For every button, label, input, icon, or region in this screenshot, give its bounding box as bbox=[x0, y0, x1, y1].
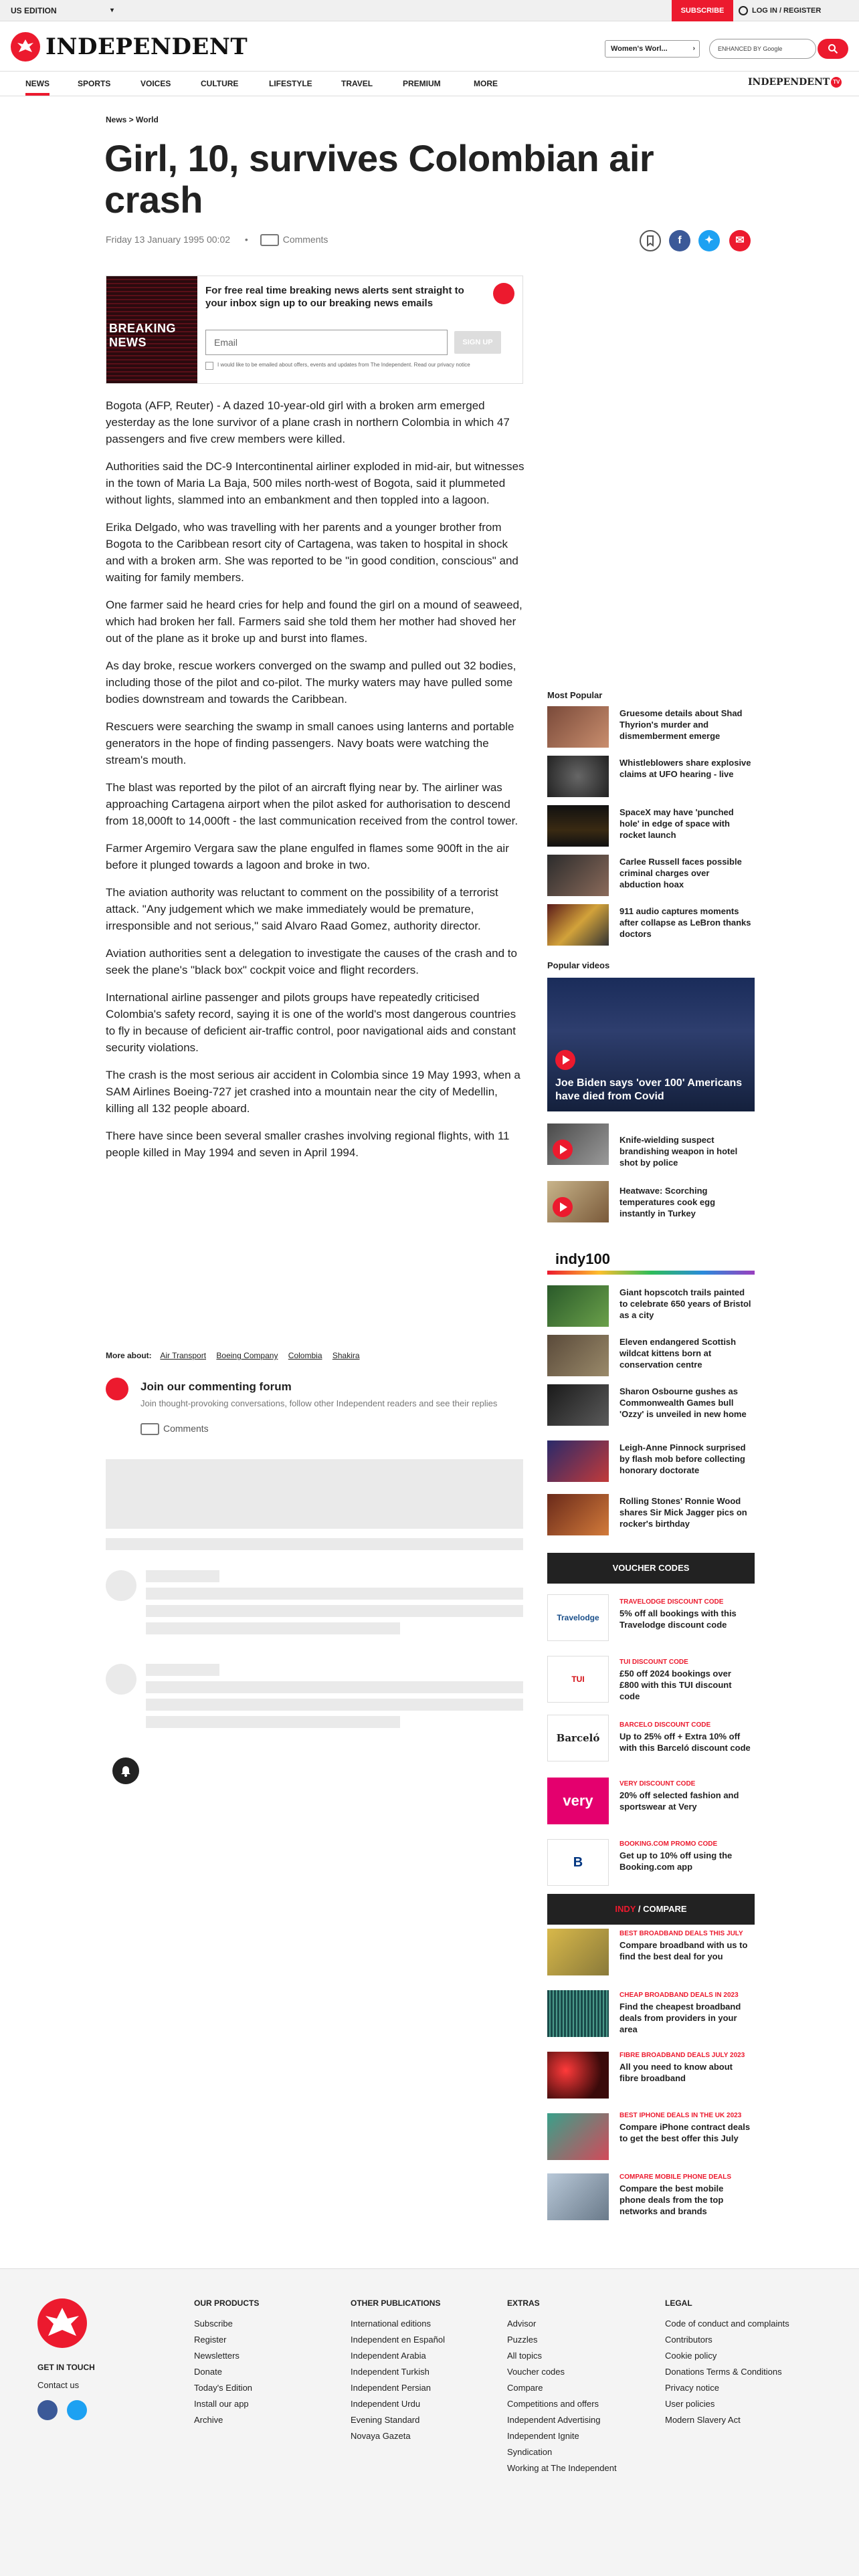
independent-tv-link[interactable] bbox=[748, 77, 842, 88]
indy100-header[interactable] bbox=[547, 1245, 755, 1275]
article-thumbnail[interactable] bbox=[547, 1494, 609, 1535]
loading-placeholder bbox=[106, 1459, 523, 1529]
nav-item-sports[interactable]: SPORTS bbox=[78, 79, 111, 88]
voucher-tag[interactable]: TUI DISCOUNT CODE bbox=[619, 1658, 688, 1666]
login-register-link[interactable] bbox=[739, 0, 821, 21]
footer-link[interactable]: Code of conduct and complaints bbox=[665, 2319, 789, 2329]
most-popular-heading: Most Popular bbox=[547, 690, 603, 700]
publish-date: Friday 13 January 1995 00:02 bbox=[106, 234, 231, 245]
indy100-item[interactable]: Sharon Osbourne gushes as Commonwealth Games bull 'Ozzy' is unveiled in new home bbox=[619, 1386, 747, 1419]
consent-checkbox[interactable] bbox=[205, 362, 213, 370]
compare-tag[interactable]: COMPARE MOBILE PHONE DEALS bbox=[619, 2173, 732, 2181]
voucher-tag[interactable]: VERY DISCOUNT CODE bbox=[619, 1780, 696, 1788]
compare-thumbnail[interactable] bbox=[547, 1929, 609, 1975]
article-thumbnail[interactable] bbox=[547, 904, 609, 946]
logo-wordmark: INDEPENDENT bbox=[45, 33, 248, 60]
facebook-icon[interactable] bbox=[37, 2400, 58, 2420]
topic-link[interactable]: Colombia bbox=[288, 1351, 322, 1360]
footer-link[interactable]: Independent Ignite bbox=[507, 2431, 579, 2441]
indy100-logo: indy100 bbox=[555, 1251, 610, 1267]
article-paragraph: Authorities said the DC-9 Intercontinental airliner exploded in mid-air, but witnesses in the town of Maria La Baja, 500 miles north-west of Bogota, said it plummeted without lights, slammed into an embankment and then toppled into a lagoon. bbox=[106, 460, 524, 506]
topic-link[interactable]: Air Transport bbox=[160, 1351, 207, 1360]
loading-placeholder bbox=[146, 1570, 219, 1582]
loading-placeholder bbox=[146, 1716, 400, 1728]
video-item[interactable]: Knife-wielding suspect brandishing weapon in hotel shot by police bbox=[619, 1135, 738, 1168]
compare-tag[interactable]: CHEAP BROADBAND DEALS IN 2023 bbox=[619, 1992, 739, 1999]
newsletter-heading: For free real time breaking news alerts sent straight to your inbox sign up to our breaking news emails bbox=[205, 285, 464, 309]
comment-icon bbox=[140, 1423, 159, 1435]
video-item[interactable]: Heatwave: Scorching temperatures cook egg instantly in Turkey bbox=[619, 1186, 716, 1218]
footer-column-legal bbox=[665, 2298, 789, 2428]
site-footer bbox=[0, 2268, 859, 2576]
voucher-tag[interactable]: BOOKING.COM PROMO CODE bbox=[619, 1840, 718, 1848]
indy100-item[interactable]: Giant hopscotch trails painted to celebrate 650 years of Bristol as a city bbox=[619, 1287, 751, 1320]
loading-avatar-placeholder bbox=[106, 1570, 136, 1601]
footer-link[interactable]: Independent Persian bbox=[351, 2383, 431, 2393]
loading-placeholder bbox=[146, 1699, 523, 1711]
footer-column-title: OTHER PUBLICATIONS bbox=[351, 2298, 441, 2308]
nav-item-more[interactable]: MORE bbox=[474, 79, 498, 88]
compare-suffix: COMPARE bbox=[643, 1904, 687, 1914]
indy100-divider bbox=[547, 1271, 755, 1275]
popular-videos-heading: Popular videos bbox=[547, 960, 610, 970]
eagle-logo-icon bbox=[106, 1378, 128, 1400]
breaking-news-image-text: BREAKING NEWS bbox=[109, 322, 177, 349]
subscribe-button[interactable]: SUBSCRIBE bbox=[672, 0, 733, 21]
voucher-item[interactable]: £50 off 2024 bookings over £800 with this TUI discount code bbox=[619, 1669, 732, 1701]
nav-item-culture[interactable]: CULTURE bbox=[201, 79, 239, 88]
article-paragraph: One farmer said he heard cries for help and found the girl on a mound of seaweed, which had broken her fall. Farmers said she told them her mother had shoved her out of the plane as it broke up and burst into flames. bbox=[106, 599, 522, 645]
loading-placeholder bbox=[146, 1681, 523, 1693]
consent-text: I would like to be emailed about offers, events and updates from The Independent. Read our privacy notice bbox=[217, 362, 470, 368]
travelodge-logo[interactable]: Travelodge bbox=[547, 1594, 609, 1641]
page-title: Girl, 10, survives Colombian air crash bbox=[104, 137, 654, 221]
top-utility-bar bbox=[0, 0, 859, 21]
compare-prefix: INDY bbox=[615, 1904, 636, 1914]
topic-link[interactable]: Boeing Company bbox=[216, 1351, 278, 1360]
forum-title[interactable]: Join our commenting forum bbox=[140, 1380, 292, 1393]
footer-link[interactable]: International editions bbox=[351, 2319, 431, 2329]
edition-select[interactable] bbox=[11, 3, 118, 19]
forum-description: Join thought-provoking conversations, follow other Independent readers and see their replies bbox=[140, 1398, 498, 1408]
meta-separator: • bbox=[244, 234, 248, 245]
play-icon bbox=[553, 1197, 573, 1217]
eagle-logo-icon bbox=[493, 283, 514, 304]
footer-link[interactable]: Archive bbox=[194, 2415, 223, 2425]
bookmark-button[interactable] bbox=[640, 230, 661, 251]
footer-link[interactable]: Independent Advertising bbox=[507, 2415, 601, 2425]
voucher-tag[interactable]: BARCELO DISCOUNT CODE bbox=[619, 1721, 711, 1729]
compare-tag[interactable]: BEST IPHONE DEALS IN THE UK 2023 bbox=[619, 2112, 742, 2119]
footer-link[interactable]: Contributors bbox=[665, 2335, 712, 2345]
breadcrumb[interactable]: News > World bbox=[106, 115, 159, 124]
indy-compare-header[interactable]: INDY / COMPARE bbox=[547, 1894, 755, 1925]
footer-column-products bbox=[194, 2298, 259, 2428]
more-about-topics bbox=[106, 1351, 368, 1360]
womens-select-label: Women's Worl... bbox=[611, 45, 668, 53]
edition-label: US EDITION bbox=[11, 6, 57, 15]
compare-item[interactable]: All you need to know about fibre broadband bbox=[619, 2062, 733, 2083]
most-popular-item[interactable]: 911 audio captures moments after collapse as LeBron thanks doctors bbox=[619, 906, 751, 939]
article-paragraph: The aviation authority was reluctant to comment on the possibility of a terrorist attack. "Any judgement which we make immediately would be premature, irresponsible and not serious," said Alvaro Raad Gomez, authority director. bbox=[106, 886, 498, 932]
footer-link[interactable]: Voucher codes bbox=[507, 2367, 565, 2377]
footer-column-title: LEGAL bbox=[665, 2298, 692, 2308]
loading-placeholder bbox=[146, 1622, 400, 1634]
footer-link[interactable]: Cookie policy bbox=[665, 2351, 717, 2361]
very-logo[interactable]: very bbox=[547, 1778, 609, 1824]
twitter-icon[interactable] bbox=[67, 2400, 87, 2420]
tui-logo[interactable]: TUI bbox=[547, 1656, 609, 1703]
comments-link[interactable] bbox=[260, 234, 328, 245]
most-popular-item[interactable]: Carlee Russell faces possible criminal charges over abduction hoax bbox=[619, 857, 742, 889]
footer-link[interactable]: Donate bbox=[194, 2367, 222, 2377]
voucher-tag[interactable]: TRAVELODGE DISCOUNT CODE bbox=[619, 1598, 724, 1606]
play-icon bbox=[555, 1050, 575, 1070]
nav-item-premium[interactable]: PREMIUM bbox=[403, 79, 441, 88]
indy100-item[interactable]: Eleven endangered Scottish wildcat kittens born at conservation centre bbox=[619, 1337, 737, 1370]
article-paragraph: As day broke, rescue workers converged on the swamp and pulled out 32 bodies, including those of the pilot and co-pilot. The murky waters may have pulled some bodies downstream and towards the Caribbean. bbox=[106, 659, 516, 706]
most-popular-item[interactable]: SpaceX may have 'punched hole' in edge of space with rocket launch bbox=[619, 807, 734, 840]
footer-link[interactable]: Evening Standard bbox=[351, 2415, 420, 2425]
article-paragraph: Erika Delgado, who was travelling with her parents and a younger brother from Bogota to the Caribbean resort city of Cartagena, was taken to hospital in shock and with a broken arm. She was reported to be "in good condition, conscious" and waiting for family members. bbox=[106, 521, 518, 584]
featured-video-caption: Joe Biden says 'over 100' Americans have died from Covid bbox=[555, 1077, 743, 1102]
twitter-icon: ✦ bbox=[704, 235, 714, 246]
notification-bell-button[interactable] bbox=[112, 1757, 139, 1784]
article-paragraph: Aviation authorities sent a delegation to investigate the causes of the crash and to seek the plane's "black box" cockpit voice and flight recorders. bbox=[106, 947, 517, 976]
forum-comments-link[interactable] bbox=[140, 1423, 209, 1435]
signup-button[interactable]: SIGN UP bbox=[454, 331, 501, 354]
video-thumbnail[interactable] bbox=[547, 1123, 609, 1165]
footer-link[interactable]: Newsletters bbox=[194, 2351, 240, 2361]
compare-tag[interactable]: BEST BROADBAND DEALS THIS JULY bbox=[619, 1930, 743, 1937]
compare-thumbnail[interactable] bbox=[547, 2173, 609, 2220]
compare-item[interactable]: Find the cheapest broadband deals from providers in your area bbox=[619, 2002, 741, 2034]
facebook-icon: f bbox=[678, 235, 682, 246]
most-popular-item[interactable]: Whistleblowers share explosive claims at UFO hearing - live bbox=[619, 758, 751, 779]
compare-thumbnail[interactable] bbox=[547, 2113, 609, 2160]
loading-avatar-placeholder bbox=[106, 1664, 136, 1695]
voucher-codes-header[interactable]: VOUCHER CODES bbox=[547, 1553, 755, 1584]
compare-item[interactable]: Compare the best mobile phone deals from the top networks and brands bbox=[619, 2183, 724, 2216]
search-button[interactable] bbox=[818, 39, 848, 59]
article-paragraph: International airline passenger and pilots groups have repeatedly criticised Colombia's safety record, saying it is one of the world's most dangerous countries to fly in because of deficient air-traffic control, poor navigational aids and constant security violations. bbox=[106, 991, 516, 1054]
compare-thumbnail[interactable] bbox=[547, 2052, 609, 2099]
video-thumbnail[interactable] bbox=[547, 1181, 609, 1222]
newsletter-signup-box bbox=[106, 276, 523, 384]
nav-item-news[interactable]: NEWS bbox=[25, 72, 50, 96]
nav-brand-label: INDEPENDENT bbox=[748, 77, 830, 88]
article-paragraph: The crash is the most serious air accident in Colombia since 19 May 1993, when a SAM Airlines Boeing-727 jet crashed into a mountain near the city of Medellin, killing all 132 people aboard. bbox=[106, 1069, 520, 1115]
nav-item-lifestyle[interactable]: LIFESTYLE bbox=[269, 79, 312, 88]
footer-link[interactable]: Independent Urdu bbox=[351, 2399, 421, 2409]
footer-link[interactable]: Competitions and offers bbox=[507, 2399, 599, 2409]
loading-placeholder bbox=[106, 1538, 523, 1550]
chevron-down-icon: ▾ bbox=[110, 7, 114, 14]
article-thumbnail[interactable] bbox=[547, 805, 609, 847]
play-icon bbox=[553, 1140, 573, 1160]
footer-link[interactable]: Subscribe bbox=[194, 2319, 233, 2329]
article-meta bbox=[106, 234, 328, 246]
most-popular-item[interactable]: Gruesome details about Shad Thyrion's murder and dismemberment emerge bbox=[619, 708, 743, 741]
footer-link[interactable]: Working at The Independent bbox=[507, 2463, 617, 2473]
article-thumbnail[interactable] bbox=[547, 706, 609, 748]
footer-link[interactable]: Modern Slavery Act bbox=[665, 2415, 741, 2425]
search-input[interactable]: ENHANCED BY Google bbox=[709, 39, 816, 59]
voucher-item[interactable]: 5% off all bookings with this Travelodge discount code bbox=[619, 1608, 737, 1630]
login-label: LOG IN / REGISTER bbox=[752, 7, 822, 15]
contact-us-link[interactable]: Contact us bbox=[37, 2380, 80, 2390]
footer-link[interactable]: User policies bbox=[665, 2399, 715, 2409]
email-share-button[interactable] bbox=[729, 230, 751, 251]
indy100-item[interactable]: Leigh-Anne Pinnock surprised by flash mob before collecting honorary doctorate bbox=[619, 1442, 746, 1475]
footer-link[interactable]: Puzzles bbox=[507, 2335, 538, 2345]
womens-world-cup-select[interactable] bbox=[605, 40, 700, 58]
footer-link[interactable]: Register bbox=[194, 2335, 227, 2345]
bell-icon bbox=[112, 1757, 139, 1784]
topic-link[interactable]: Shakira bbox=[332, 1351, 360, 1360]
barcelo-logo[interactable]: Barceló bbox=[547, 1715, 609, 1761]
compare-item[interactable]: Compare broadband with us to find the best deal for you bbox=[619, 1940, 748, 1961]
compare-tag[interactable]: FIBRE BROADBAND DEALS JULY 2023 bbox=[619, 2052, 745, 2059]
search-icon bbox=[828, 43, 838, 54]
loading-placeholder bbox=[146, 1605, 523, 1617]
breaking-news-image bbox=[106, 276, 197, 383]
article-body bbox=[106, 397, 527, 1172]
footer-link[interactable]: Novaya Gazeta bbox=[351, 2431, 411, 2441]
footer-link[interactable]: Advisor bbox=[507, 2319, 537, 2329]
article-paragraph: Bogota (AFP, Reuter) - A dazed 10-year-old girl with a broken arm emerged yesterday as the lone survivor of a plane crash in northern Colombia in which 47 passengers and five crew members were killed. bbox=[106, 399, 510, 445]
compare-item[interactable]: Compare iPhone contract deals to get the best offer this July bbox=[619, 2122, 751, 2143]
footer-column-title: EXTRAS bbox=[507, 2298, 540, 2308]
get-in-touch-heading: GET IN TOUCH bbox=[37, 2363, 95, 2372]
user-icon bbox=[739, 6, 748, 15]
loading-placeholder bbox=[146, 1664, 219, 1676]
article-thumbnail[interactable] bbox=[547, 1440, 609, 1482]
article-paragraph: Rescuers were searching the swamp in small canoes using lanterns and portable generators in the hope of finding passengers. Navy boats were watching the stream's mouth. bbox=[106, 720, 514, 766]
footer-link[interactable]: Compare bbox=[507, 2383, 543, 2393]
article-thumbnail[interactable] bbox=[547, 1285, 609, 1327]
voucher-item[interactable]: Up to 25% off + Extra 10% off with this Barceló discount code bbox=[619, 1731, 751, 1753]
email-icon: ✉ bbox=[735, 235, 745, 246]
article-paragraph: Farmer Argemiro Vergara saw the plane engulfed in flames some 900ft in the air before it plunged towards a lagoon and broke in two. bbox=[106, 842, 509, 871]
footer-column-extras bbox=[507, 2298, 617, 2476]
loading-placeholder bbox=[146, 1588, 523, 1600]
forum-comments-label: Comments bbox=[163, 1423, 209, 1434]
article-thumbnail[interactable] bbox=[547, 1335, 609, 1376]
footer-link[interactable]: Syndication bbox=[507, 2447, 553, 2457]
article-paragraph: There have since been several smaller crashes involving regional flights, with 11 people killed in May 1994 and seven in April 1994. bbox=[106, 1130, 510, 1159]
voucher-item[interactable]: Get up to 10% off using the Booking.com app bbox=[619, 1850, 733, 1872]
footer-link[interactable]: Donations Terms & Conditions bbox=[665, 2367, 782, 2377]
email-field[interactable]: Email bbox=[205, 330, 448, 355]
footer-link[interactable]: Independent Arabia bbox=[351, 2351, 426, 2361]
indy100-item[interactable]: Rolling Stones' Ronnie Wood shares Sir Mick Jagger pics on rocker's birthday bbox=[619, 1496, 747, 1529]
footer-column-title: OUR PRODUCTS bbox=[194, 2298, 260, 2308]
eagle-logo-icon bbox=[11, 32, 40, 62]
article-thumbnail[interactable] bbox=[547, 1384, 609, 1426]
booking-logo[interactable]: B bbox=[547, 1839, 609, 1886]
site-header bbox=[0, 21, 859, 71]
main-nav bbox=[0, 71, 859, 96]
compare-thumbnail[interactable] bbox=[547, 1990, 609, 2037]
eagle-logo-icon[interactable] bbox=[37, 2298, 87, 2348]
footer-link[interactable]: Independent en Español bbox=[351, 2335, 445, 2345]
footer-link[interactable]: All topics bbox=[507, 2351, 543, 2361]
comment-icon bbox=[260, 234, 279, 246]
chevron-right-icon: › bbox=[692, 45, 695, 52]
featured-video[interactable] bbox=[547, 978, 755, 1111]
bookmark-icon bbox=[641, 231, 660, 250]
nav-item-travel[interactable]: TRAVEL bbox=[341, 79, 373, 88]
article-thumbnail[interactable] bbox=[547, 855, 609, 896]
footer-link[interactable]: Independent Turkish bbox=[351, 2367, 430, 2377]
tv-badge: TV bbox=[831, 77, 842, 88]
article-thumbnail[interactable] bbox=[547, 756, 609, 797]
facebook-share-button[interactable] bbox=[669, 230, 690, 251]
more-about-label: More about: bbox=[106, 1351, 152, 1360]
article-paragraph: The blast was reported by the pilot of an aircraft flying near by. The airliner was approaching Cartagena airport when the pilot asked for authorisation to descend from 18,000ft to 14,000ft - the last communication received from the control tower. bbox=[106, 781, 518, 827]
footer-column-publications bbox=[351, 2298, 445, 2444]
site-logo[interactable] bbox=[11, 32, 248, 62]
twitter-share-button[interactable] bbox=[698, 230, 720, 251]
voucher-item[interactable]: 20% off selected fashion and sportswear at Very bbox=[619, 1790, 739, 1812]
comments-label: Comments bbox=[282, 234, 328, 245]
footer-link[interactable]: Privacy notice bbox=[665, 2383, 719, 2393]
footer-link[interactable]: Install our app bbox=[194, 2399, 249, 2409]
footer-link[interactable]: Today's Edition bbox=[194, 2383, 253, 2393]
nav-item-voices[interactable]: VOICES bbox=[140, 79, 171, 88]
